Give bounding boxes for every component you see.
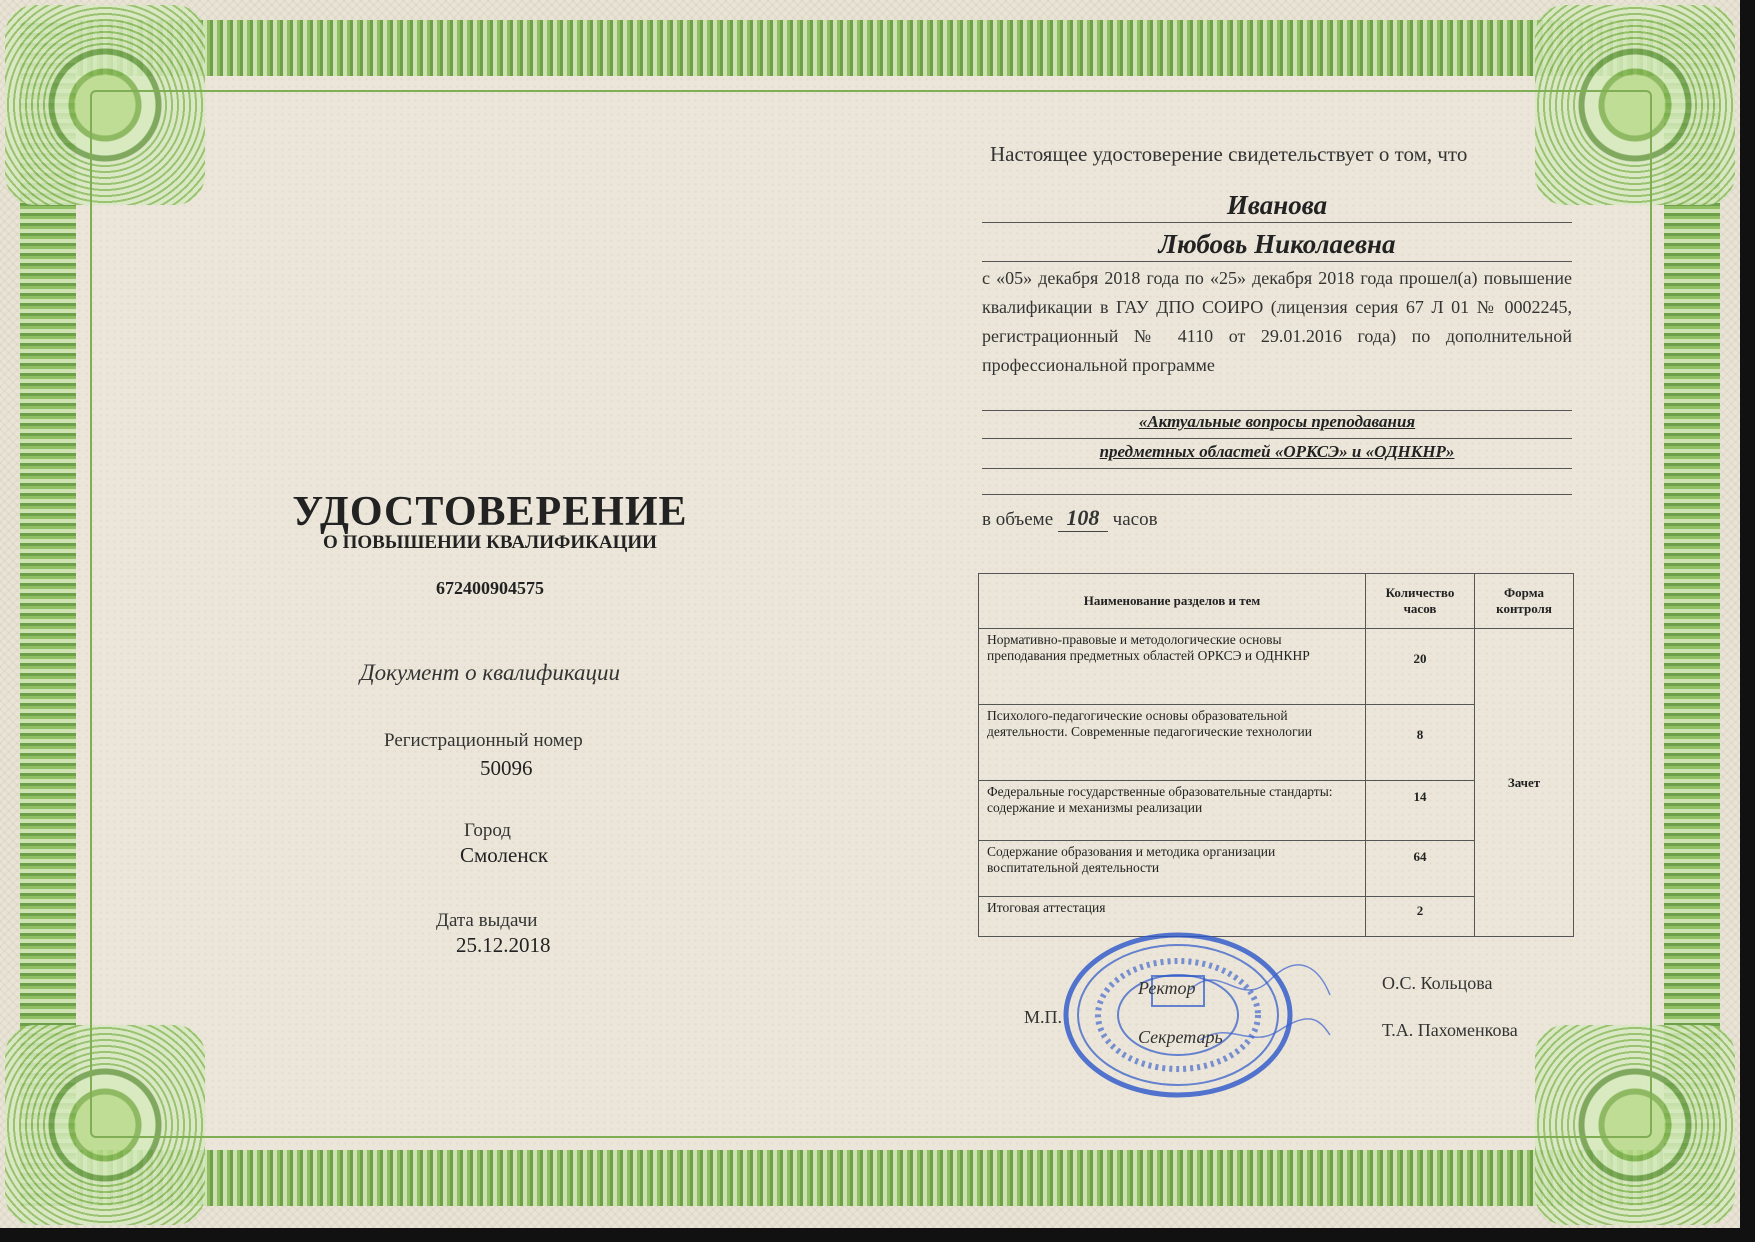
rector-label: Ректор bbox=[1138, 978, 1196, 998]
document-kind: Документ о квалификации bbox=[359, 660, 621, 685]
blank-line bbox=[982, 410, 1572, 411]
border-top bbox=[20, 20, 1720, 76]
topics-table bbox=[978, 573, 1574, 937]
hours-cell: 2 bbox=[1366, 897, 1475, 937]
hours-cell: 8 bbox=[1366, 705, 1475, 781]
certificate-number: 672400904575 bbox=[436, 578, 544, 598]
certificate-title: УДОСТОВЕРЕНИЕ bbox=[292, 489, 688, 535]
rector-name: О.С. Кольцова bbox=[1382, 973, 1493, 993]
header-topic: Наименование разделов и тем bbox=[979, 574, 1366, 629]
secretary-name: Т.А. Пахоменкова bbox=[1382, 1020, 1518, 1040]
city-value: Смоленск bbox=[460, 843, 549, 867]
hours-cell: 14 bbox=[1366, 781, 1475, 841]
holder-given-names: Любовь Николаевна bbox=[982, 229, 1572, 262]
reg-number-value: 50096 bbox=[480, 756, 533, 780]
topic-cell: Содержание образования и методика организации воспитательной деятельности bbox=[979, 841, 1366, 897]
certificate-subtitle: О ПОВЫШЕНИИ КВАЛИФИКАЦИИ bbox=[323, 532, 657, 553]
hours-cell: 64 bbox=[1366, 841, 1475, 897]
program-title-line-1: «Актуальные вопросы преподавания bbox=[982, 412, 1572, 439]
course-description: с «05» декабря 2018 года по «25» декабря 2018 года прошел(а) повышение квалификации в ГАУ ДПО СОИРО (лицензия серия 67 Л 01 № 0002245, регистрационный № 4110 от 29.01.2016 года) по дополнительной профессиональной программе bbox=[982, 268, 1572, 375]
hours-suffix: часов bbox=[1112, 509, 1158, 530]
header-control: Форма контроля bbox=[1475, 574, 1574, 629]
hours-value: 108 bbox=[1058, 505, 1108, 532]
topic-cell: Психолого-педагогические основы образовательной деятельности. Современные педагогические технологии bbox=[979, 705, 1366, 781]
hours-cell: 20 bbox=[1366, 629, 1475, 705]
blank-line bbox=[982, 494, 1572, 495]
city-label: Город bbox=[464, 820, 511, 841]
issue-date-label: Дата выдачи bbox=[436, 910, 538, 931]
holder-surname: Иванова bbox=[982, 190, 1572, 223]
border-bottom bbox=[20, 1150, 1720, 1206]
intro-text: Настоящее удостоверение свидетельствует о том, что bbox=[990, 142, 1468, 166]
reg-number-label: Регистрационный номер bbox=[384, 730, 583, 751]
topic-cell: Федеральные государственные образовательные стандарты: содержание и механизмы реализации bbox=[979, 781, 1366, 841]
topic-cell: Итоговая аттестация bbox=[979, 897, 1366, 937]
topic-cell: Нормативно-правовые и методологические основы преподавания предметных областей ОРКСЭ и ОДНКНР bbox=[979, 629, 1366, 705]
header-hours: Количество часов bbox=[1366, 574, 1475, 629]
hours-prefix: в объеме bbox=[982, 509, 1054, 530]
table-row bbox=[979, 629, 1574, 705]
issue-date-value: 25.12.2018 bbox=[456, 933, 551, 957]
hours-line bbox=[982, 505, 1158, 532]
seal-place-label: М.П. bbox=[1024, 1007, 1063, 1027]
secretary-label: Секретарь bbox=[1138, 1027, 1223, 1047]
control-cell: Зачет bbox=[1475, 629, 1574, 937]
table-header-row bbox=[979, 574, 1574, 629]
program-title-line-2: предметных областей «ОРКСЭ» и «ОДНКНР» bbox=[982, 442, 1572, 469]
